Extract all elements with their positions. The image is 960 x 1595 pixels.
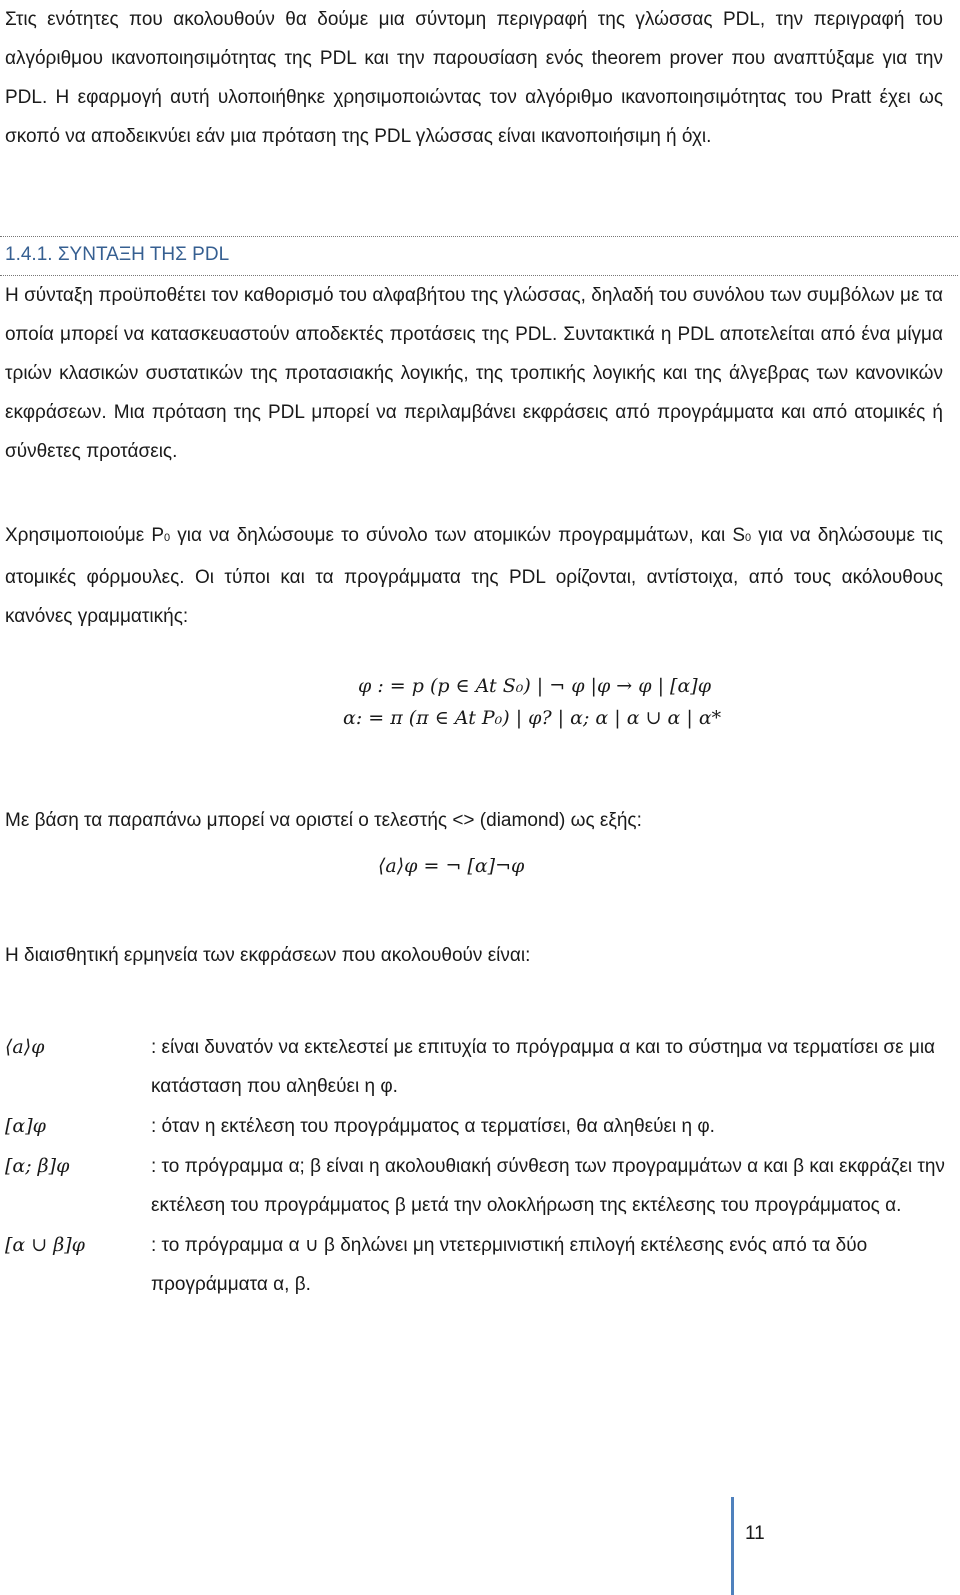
definition-text: : είναι δυνατόν να εκτελεστεί με επιτυχία το πρόγραμμα α και το σύστημα να τερματίσει σε μια κατάσταση που αληθεύει η φ. (151, 1037, 936, 1097)
formula-alpha-grammar: α: = π (π ∈ At P₀) | φ? | α; α | α ∪ α | α* (343, 707, 722, 729)
definition-row (5, 1107, 945, 1146)
diamond-formula: ⟨a⟩φ = ¬ [α]¬φ (378, 855, 525, 877)
notation-paragraph: Χρησιμοποιούμε P0 για να δηλώσουμε το σύνολο των ατομικών προγραμμάτων, και S0 για να δηλώσουμε τις ατομικές φόρμουλες. Οι τύποι και τα προγράμματα της PDL ορίζονται, αντίστοιχα, από τους ακόλουθους κανόνες γραμματικής: (5, 525, 943, 627)
definition-text: : όταν η εκτέλεση του προγράμματος α τερματίσει, θα αληθεύει η φ. (151, 1116, 715, 1137)
section-heading: 1.4.1. ΣΥΝΤΑΞΗ ΤΗΣ PDL (5, 244, 230, 265)
page-number-rule (731, 1497, 734, 1595)
section-heading-box (0, 236, 958, 276)
diamond-intro: Με βάση τα παραπάνω μπορεί να οριστεί ο τελεστής <> (diamond) ως εξής: (5, 810, 642, 831)
definition-term: [α; β]φ (5, 1155, 70, 1177)
syntax-paragraph: Η σύνταξη προϋποθέτει τον καθορισμό του αλφαβήτου της γλώσσας, δηλαδή του συνόλου των συμβόλων με τα οποία μπορεί να κατασκευαστούν αποδεκτές προτάσεις της PDL. Συντακτικά η PDL αποτελείται από ένα μίγμα τριών κλασικών συστατικών της προτασιακής λογικής, της τροπικής λογικής και της άλγεβρας των κανονικών εκφράσεων. Μια πρόταση της PDL μπορεί να περιλαμβάνει εκφράσεις από προγράμματα και από ατομικές ή σύνθετες προτάσεις. (5, 285, 943, 462)
definitions-list (5, 1028, 945, 1305)
intro-paragraph: Στις ενότητες που ακολουθούν θα δούμε μια σύντομη περιγραφή της γλώσσας PDL, την περιγραφή του αλγόριθμου ικανοποιησιμότητας της PDL και την παρουσίαση ενός theorem prover που αναπτύξαμε για την PDL. Η εφαρμογή αυτή υλοποιήθηκε χρησιμοποιώντας τον αλγόριθμο ικανοποιησιμότητας του Pratt έχει ως σκοπό να αποδεικνύει εάν μια πρόταση της PDL γλώσσας είναι ικανοποιήσιμη ή όχι. (5, 9, 943, 147)
definition-term: [α]φ (5, 1115, 46, 1137)
definition-text: : το πρόγραμμα α; β είναι η ακολουθιακή σύνθεση των προγραμμάτων α και β και εκφράζει την εκτέλεση του προγράμματος β μετά την ολοκλήρωση της εκτέλεσης του προγράμματος α. (151, 1156, 945, 1216)
intuitive-intro: Η διαισθητική ερμηνεία των εκφράσεων που ακολουθούν είναι: (5, 945, 531, 966)
page-number: 11 (745, 1523, 765, 1544)
definition-row (5, 1147, 945, 1225)
formula-phi-grammar: φ : = p (p ∈ At S₀) | ¬ φ |φ → φ | [α]φ (358, 675, 712, 697)
definition-row (5, 1226, 945, 1304)
definition-term: ⟨a⟩φ (5, 1036, 45, 1058)
definition-text: : το πρόγραμμα α ∪ β δηλώνει μη ντετερμινιστική επιλογή εκτέλεσης ενός από τα δύο προγράμματα α, β. (151, 1235, 868, 1295)
definition-row (5, 1028, 945, 1106)
definition-term: [α ∪ β]φ (5, 1234, 85, 1256)
